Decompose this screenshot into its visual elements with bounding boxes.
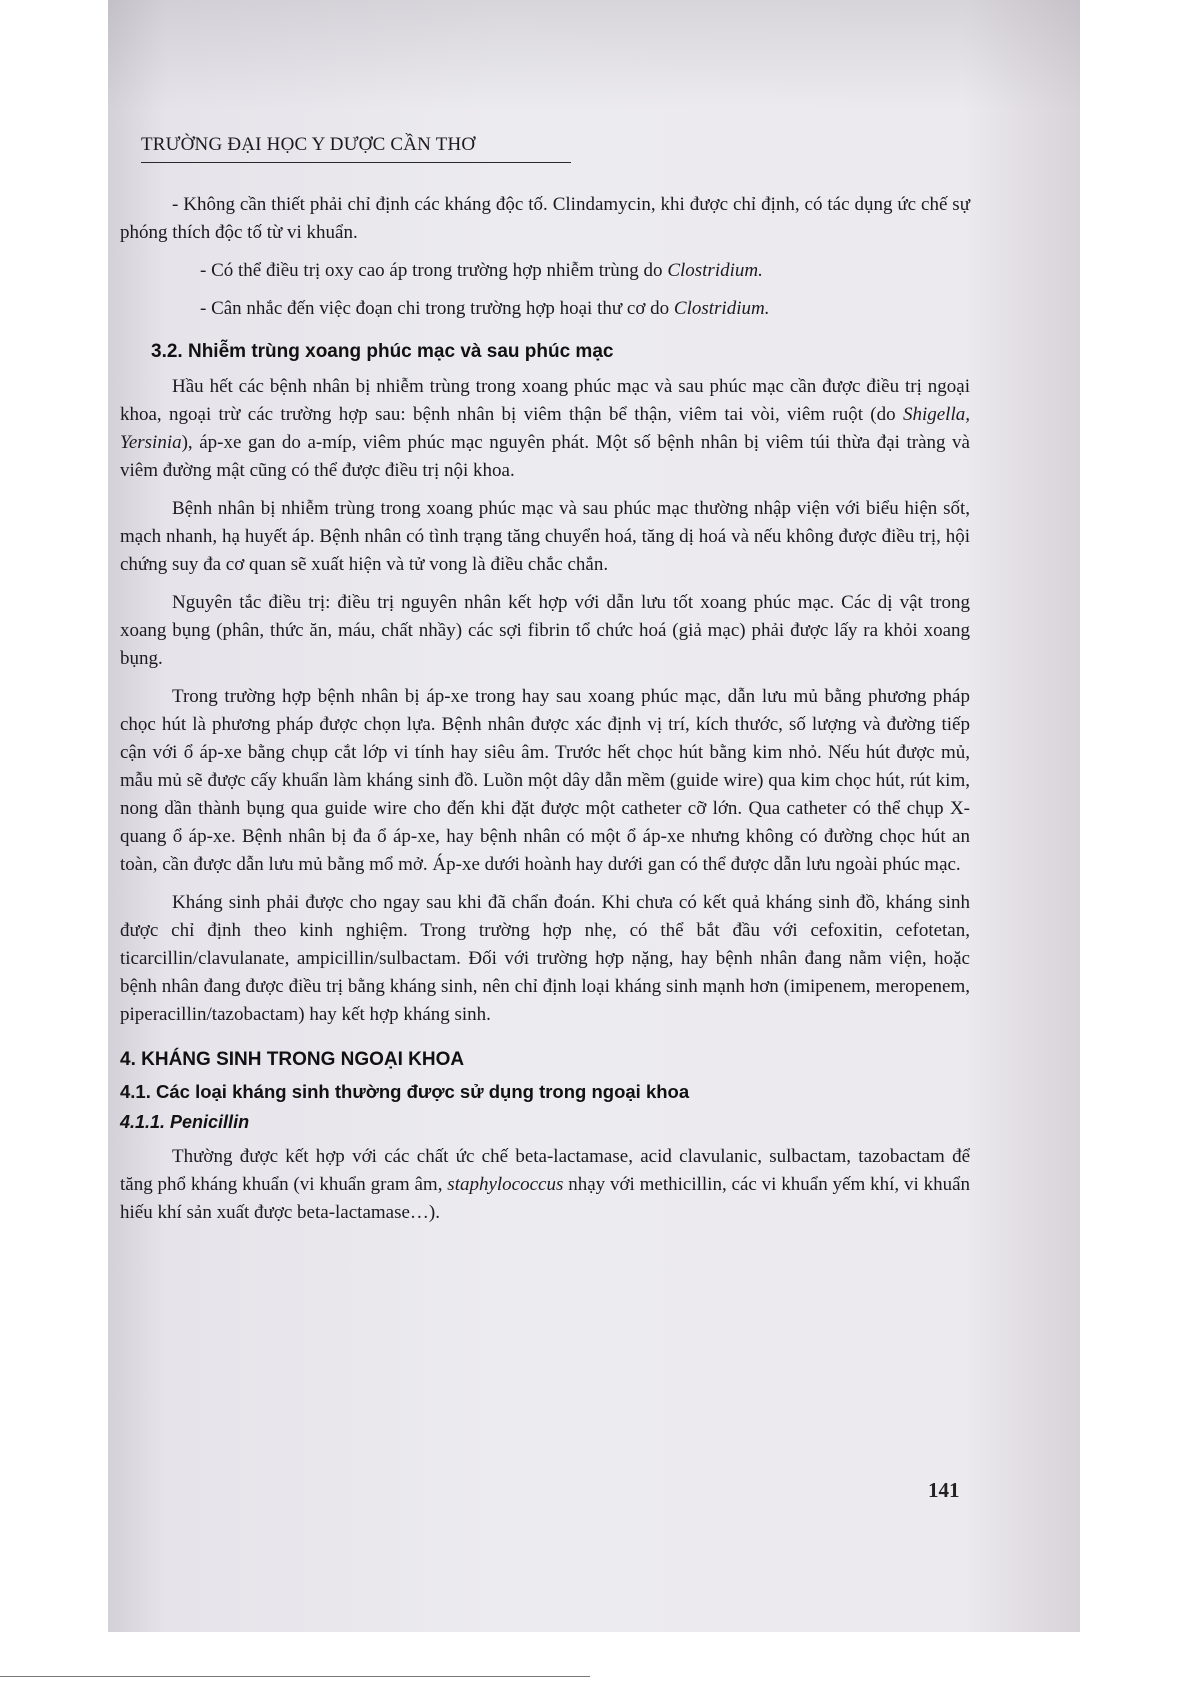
bullet-amputation: - Cân nhắc đến việc đoạn chi trong trường hợp hoại thư cơ do Clostridium. <box>200 298 770 319</box>
paragraph-3-2-4: Trong trường hợp bệnh nhân bị áp-xe trong hay sau xoang phúc mạc, dẫn lưu mủ bằng phương pháp chọc hút là phương pháp được chọn lựa. Bệnh nhân được xác định vị trí, kích thước, số lượng và đường tiếp cận với ổ áp-xe bằng chụp cắt lớp vi tính hay siêu âm. Trước hết chọc hút bằng kim nhỏ. Nếu hút được mủ, mẫu mủ sẽ được cấy khuẩn làm kháng sinh đồ. Luồn một dây dẫn mềm (guide wire) qua kim chọc hút, rút kim, nong dần thành bụng qua guide wire cho đến khi đặt được một catheter cỡ lớn. Qua catheter có thể chụp X-quang ổ áp-xe. Bệnh nhân bị đa ổ áp-xe, hay bệnh nhân có một ổ áp-xe nhưng không có đường chọc hút an toàn, cần được dẫn lưu mủ bằng mổ mở. Áp-xe dưới hoành hay dưới gan có thể được dẫn lưu ngoài phúc mạc. <box>120 686 970 875</box>
document-page <box>120 120 970 1227</box>
paragraph-3-2-1: Hầu hết các bệnh nhân bị nhiễm trùng trong xoang phúc mạc và sau phúc mạc cần được điều trị ngoại khoa, ngoại trừ các trường hợp sau: bệnh nhân bị viêm thận bể thận, viêm tai vòi, viêm ruột (do Shigella, Yersinia), áp-xe gan do a-míp, viêm phúc mạc nguyên phát. Một số bệnh nhân bị viêm túi thừa đại tràng và viêm đường mật cũng có thể được điều trị nội khoa. <box>120 376 970 481</box>
paragraph-3-2-2: Bệnh nhân bị nhiễm trùng trong xoang phúc mạc và sau phúc mạc thường nhập viện với biểu hiện sốt, mạch nhanh, hạ huyết áp. Bệnh nhân có tình trạng tăng chuyển hoá, tăng dị hoá và nếu không được điều trị, hội chứng suy đa cơ quan sẽ xuất hiện và tử vong là điều chắc chắn. <box>120 498 970 575</box>
section-heading-3-2: 3.2. Nhiễm trùng xoang phúc mạc và sau phúc mạc <box>151 341 614 362</box>
page-shadow <box>108 0 1080 110</box>
bullet-antitoxin: - Không cần thiết phải chỉ định các kháng độc tố. Clindamycin, khi được chỉ định, có tác dụng ức chế sự phóng thích độc tố từ vi khuẩn. <box>120 194 970 243</box>
section-heading-4: 4. KHÁNG SINH TRONG NGOẠI KHOA <box>120 1049 465 1070</box>
paragraph-3-2-5: Kháng sinh phải được cho ngay sau khi đã chẩn đoán. Khi chưa có kết quả kháng sinh đồ, kháng sinh được chỉ định theo kinh nghiệm. Trong trường hợp nhẹ, có thể bắt đầu với cefoxitin, cefotetan, ticarcillin/clavulanate, ampicillin/sulbactam. Đối với trường hợp nặng, hay bệnh nhân đang nằm viện, hoặc bệnh nhân đang được điều trị bằng kháng sinh, nên chỉ định loại kháng sinh mạnh hơn (imipenem, meropenem, piperacillin/tazobactam) hay kết hợp kháng sinh. <box>120 892 970 1025</box>
bullet-hyperbaric-oxygen: - Có thể điều trị oxy cao áp trong trường hợp nhiễm trùng do Clostridium. <box>200 260 763 281</box>
section-heading-4-1-1: 4.1.1. Penicillin <box>120 1112 250 1132</box>
running-header: TRƯỜNG ĐẠI HỌC Y DƯỢC CẦN THƠ <box>141 134 571 163</box>
paragraph-3-2-3: Nguyên tắc điều trị: điều trị nguyên nhân kết hợp với dẫn lưu tốt xoang phúc mạc. Các dị vật trong xoang bụng (phân, thức ăn, máu, chất nhầy) các sợi fibrin tổ chức hoá (giả mạc) phải được lấy ra khỏi xoang bụng. <box>120 592 970 669</box>
paragraph-penicillin: Thường được kết hợp với các chất ức chế beta-lactamase, acid clavulanic, sulbactam, tazobactam để tăng phổ kháng khuẩn (vi khuẩn gram âm, staphylococcus nhạy với methicillin, các vi khuẩn yếm khí, vi khuẩn hiếu khí sản xuất được beta-lactamase…). <box>120 1146 970 1223</box>
section-heading-4-1: 4.1. Các loại kháng sinh thường được sử dụng trong ngoại khoa <box>120 1081 690 1102</box>
bottom-rule <box>0 1676 590 1677</box>
page-number: 141 <box>928 1478 960 1502</box>
